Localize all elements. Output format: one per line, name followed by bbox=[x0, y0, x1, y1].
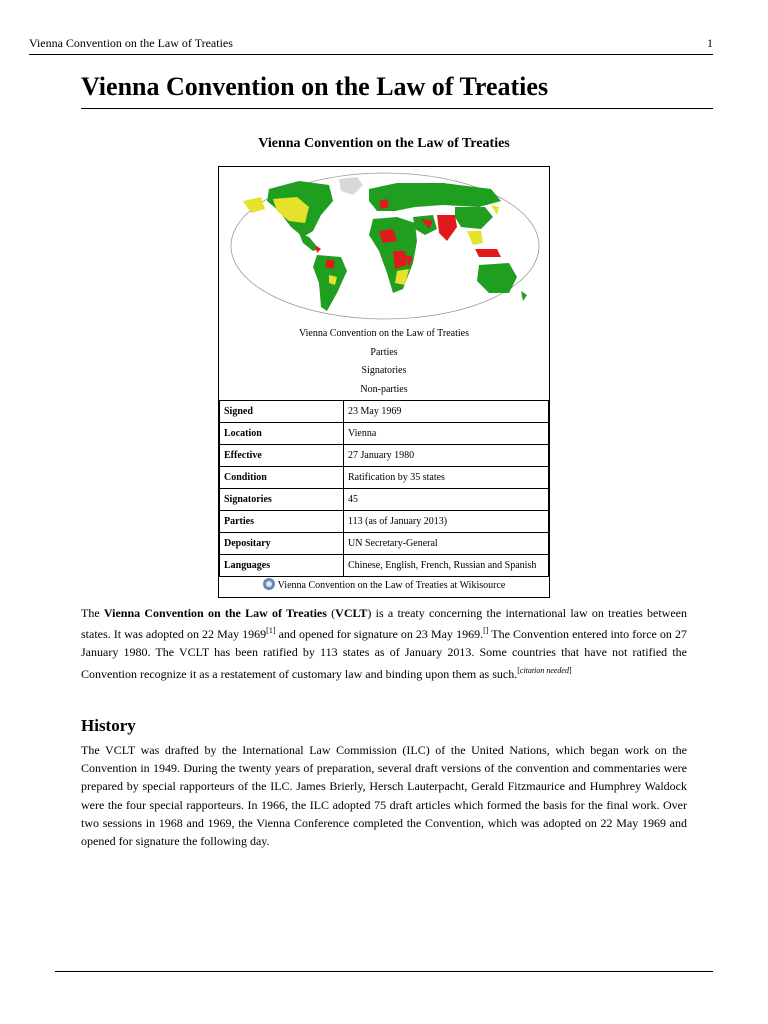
row-value: 113 (as of January 2013) bbox=[344, 511, 549, 533]
cn-bracket: [ bbox=[517, 665, 520, 675]
intro-text: The Convention entered into force on 27 January 1980. The VCLT has been ratified by 113 states as of January 2013. Some countries that have not ratified the Convention recognize it as a restatement of customary law and binding upon them as such. bbox=[81, 627, 688, 681]
intro-text: ) is a treaty concerning the international law on treaties between states. It was adopted on 22 May 1969 bbox=[81, 606, 688, 642]
row-value: UN Secretary-General bbox=[344, 533, 549, 555]
infobox-table bbox=[219, 400, 549, 577]
cn-text[interactable]: citation needed bbox=[519, 665, 569, 675]
map-caption: Vienna Convention on the Law of Treaties bbox=[299, 328, 469, 339]
intro-text: ( bbox=[326, 606, 336, 620]
row-value: Ratification by 35 states bbox=[344, 467, 549, 489]
cn-bracket: ] bbox=[568, 665, 572, 675]
row-key: Languages bbox=[220, 555, 344, 577]
table-row bbox=[220, 555, 549, 577]
wikisource-link[interactable] bbox=[219, 576, 549, 596]
row-key: Signed bbox=[220, 401, 344, 423]
intro-bold-name: Vienna Convention on the Law of Treaties bbox=[103, 606, 327, 620]
infobox bbox=[218, 166, 550, 598]
legend-parties: Parties bbox=[370, 346, 398, 358]
intro-paragraph bbox=[81, 604, 687, 683]
row-value: 45 bbox=[344, 489, 549, 511]
legend-non-parties: Non-parties bbox=[360, 383, 408, 395]
running-header bbox=[29, 36, 713, 55]
reference-link[interactable]: [] bbox=[483, 626, 489, 636]
footer-rule bbox=[55, 971, 713, 972]
history-paragraph: The VCLT was drafted by the International Law Commission (ILC) of the United Nations, which began work on the Convention in 1949. During the twenty years of preparation, several draft versions of the convention and commentaries were prepared by special rapporteurs of the ILC. James Brierly, Hersch Lauterpacht, Gerald Fitzmaurice and Humphrey Waldock were the four special rapporteurs. In 1966, the ILC adopted 75 draft articles which formed the basis for the final work. Over two sessions in 1968 and 1969, the Vienna Conference completed the Convention, which was adopted on 22 May 1969 and opened for signature the following day. bbox=[81, 743, 687, 849]
intro-text: The bbox=[81, 606, 104, 620]
table-row bbox=[220, 445, 549, 467]
table-row bbox=[220, 423, 549, 445]
row-key: Depositary bbox=[220, 533, 344, 555]
table-row bbox=[220, 401, 549, 423]
citation-needed[interactable] bbox=[517, 666, 571, 675]
map-captions bbox=[219, 325, 549, 399]
table-row bbox=[220, 467, 549, 489]
table-row bbox=[220, 511, 549, 533]
row-value: 27 January 1980 bbox=[344, 445, 549, 467]
page-number: 1 bbox=[707, 36, 713, 50]
reference-link[interactable]: [1] bbox=[266, 626, 276, 636]
world-map-image bbox=[229, 171, 541, 321]
running-title: Vienna Convention on the Law of Treaties bbox=[29, 36, 233, 50]
row-value: Vienna bbox=[344, 423, 549, 445]
wikisource-icon bbox=[263, 578, 275, 590]
row-value: 23 May 1969 bbox=[344, 401, 549, 423]
row-key: Condition bbox=[220, 467, 344, 489]
world-map bbox=[229, 171, 541, 321]
infobox-title: Vienna Convention on the Law of Treaties bbox=[258, 136, 510, 151]
page-title: Vienna Convention on the Law of Treaties bbox=[81, 72, 713, 109]
row-key: Location bbox=[220, 423, 344, 445]
table-row bbox=[220, 489, 549, 511]
legend-signatories: Signatories bbox=[361, 365, 407, 376]
table-row bbox=[220, 533, 549, 555]
row-key: Signatories bbox=[220, 489, 344, 511]
history-heading: History bbox=[81, 716, 136, 735]
intro-bold-abbr: VCLT bbox=[335, 606, 368, 620]
row-key: Effective bbox=[220, 445, 344, 467]
wikisource-link-text[interactable]: Vienna Convention on the Law of Treaties at Wikisource bbox=[277, 580, 506, 591]
intro-text: and opened for signature on 23 May 1969. bbox=[275, 627, 484, 642]
row-value: Chinese, English, French, Russian and Spanish bbox=[344, 555, 549, 577]
row-key: Parties bbox=[220, 511, 344, 533]
